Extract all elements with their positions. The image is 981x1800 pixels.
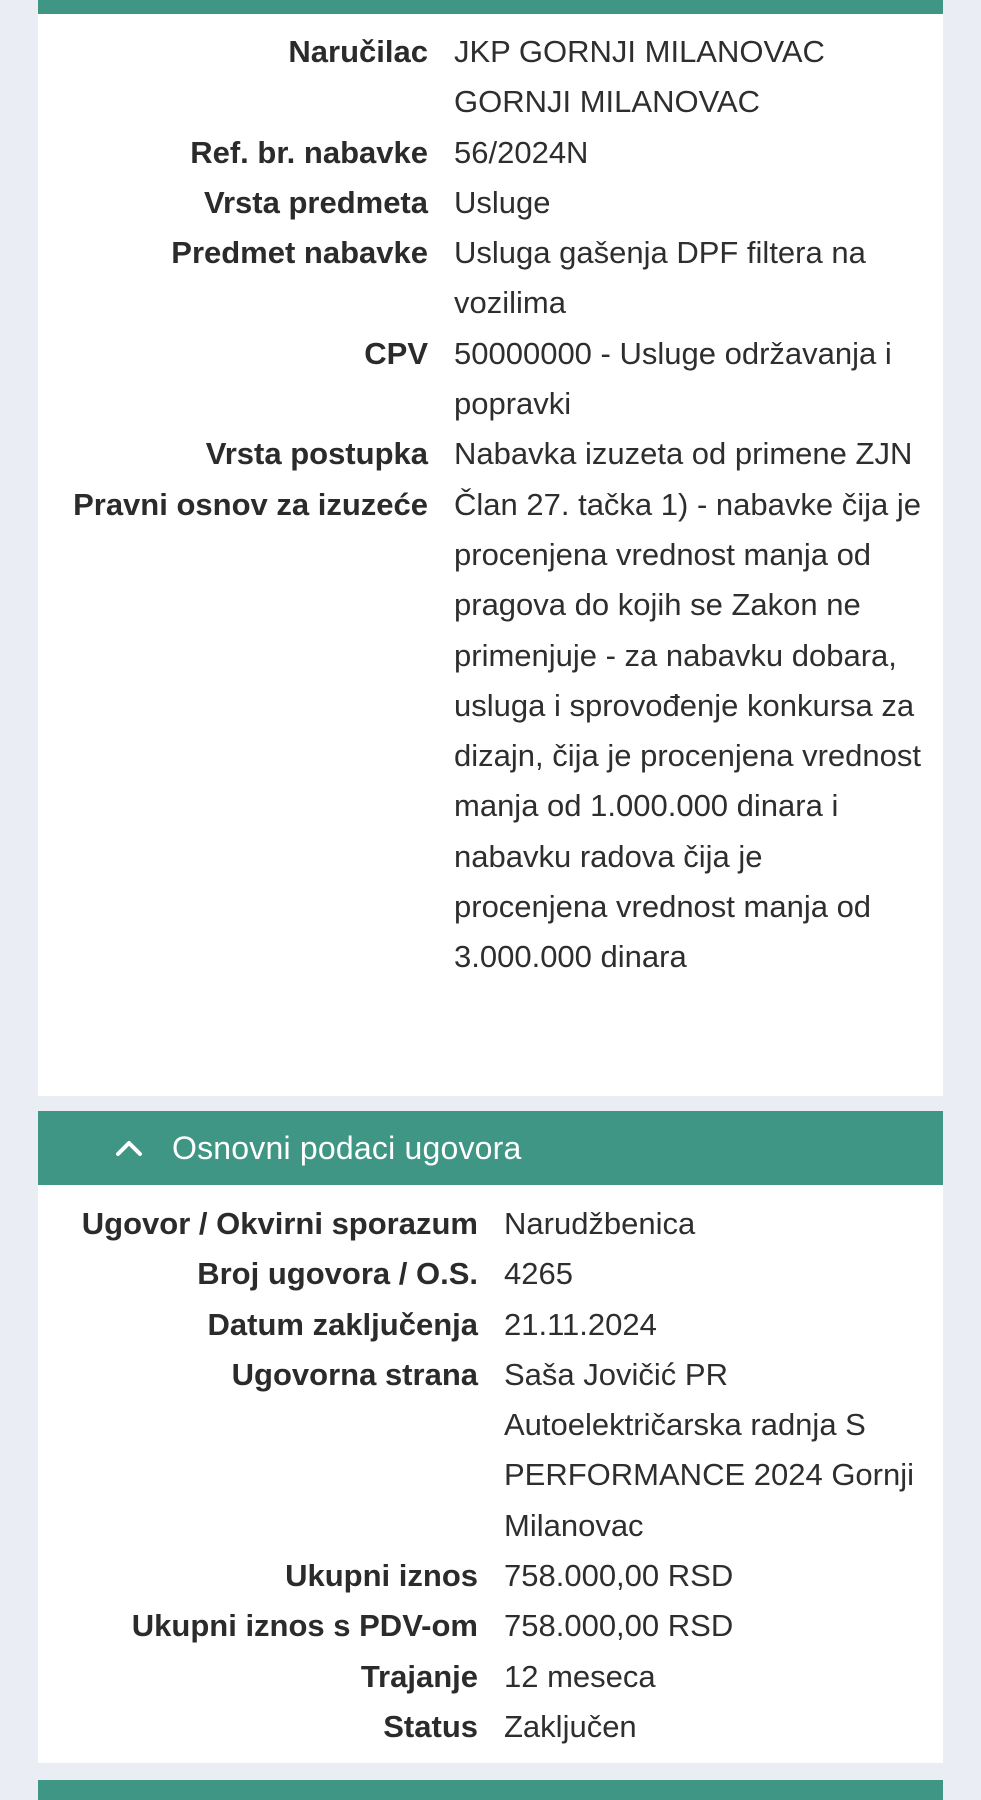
contract-row-date bbox=[62, 1300, 924, 1350]
detail-value: 50000000 - Usluge održavanja i popravki bbox=[454, 335, 892, 422]
detail-value: Usluga gašenja DPF filtera na vozilima bbox=[454, 235, 866, 321]
detail-value: JKP GORNJI MILANOVAC GORNJI MILANOVAC bbox=[454, 34, 825, 120]
contract-label: Broj ugovora / O.S. bbox=[197, 1256, 478, 1292]
detail-row-cpv bbox=[62, 329, 924, 430]
detail-row-legal-basis bbox=[62, 480, 924, 983]
detail-value: Nabavka izuzeta od primene ZJN bbox=[454, 436, 913, 472]
contract-details-table bbox=[62, 1199, 924, 1752]
contract-value: 21.11.2024 bbox=[504, 1306, 657, 1342]
detail-label: Pravni osnov za izuzeće bbox=[73, 486, 428, 522]
detail-value: 56/2024N bbox=[454, 134, 589, 170]
contract-row-total-vat bbox=[62, 1601, 924, 1651]
contract-row-duration bbox=[62, 1652, 924, 1702]
contract-section-header[interactable] bbox=[38, 1111, 943, 1185]
detail-row-ref-number bbox=[62, 128, 924, 178]
detail-row-procedure-type bbox=[62, 429, 924, 479]
contract-value: 4265 bbox=[504, 1256, 573, 1292]
contract-label: Ugovorna strana bbox=[231, 1356, 478, 1392]
contract-value: Narudžbenica bbox=[504, 1206, 696, 1241]
detail-label: Naručilac bbox=[288, 34, 428, 69]
previous-section-header[interactable] bbox=[38, 0, 943, 14]
contract-row-total bbox=[62, 1551, 924, 1601]
detail-label: CPV bbox=[364, 335, 428, 371]
contract-value: 758.000,00 RSD bbox=[504, 1608, 734, 1644]
detail-value: Član 27. tačka 1) - nabavke čija je procenjena vrednost manja od pragova do kojih se Zakon ne primenjuje - za nabavku dobara, usluga i sprovođenje konkursa za dizajn, čija je procenjena vrednost manja od 1.000.000 dinara i nabavku radova čija je procenjena vrednost manja od 3.000.000 dinara bbox=[454, 486, 921, 975]
contract-row-number bbox=[62, 1249, 924, 1299]
contract-value: 12 meseca bbox=[504, 1658, 656, 1694]
contract-row-status bbox=[62, 1702, 924, 1752]
contract-label: Ugovor / Okvirni sporazum bbox=[81, 1206, 478, 1241]
detail-label: Vrsta postupka bbox=[205, 436, 428, 472]
contract-label: Trajanje bbox=[360, 1658, 478, 1694]
detail-row-subject bbox=[62, 228, 924, 329]
contract-label: Ukupni iznos bbox=[285, 1558, 478, 1594]
contract-label: Status bbox=[383, 1708, 478, 1744]
chevron-up-icon[interactable] bbox=[114, 1138, 144, 1158]
contract-row-type bbox=[62, 1199, 924, 1249]
procurement-details-table bbox=[62, 27, 924, 983]
detail-value: Usluge bbox=[454, 184, 551, 220]
contract-label: Ukupni iznos s PDV-om bbox=[131, 1608, 478, 1644]
detail-label: Predmet nabavke bbox=[171, 235, 428, 271]
contract-value: Zaključen bbox=[504, 1708, 637, 1744]
detail-label: Vrsta predmeta bbox=[204, 184, 428, 220]
detail-label: Ref. br. nabavke bbox=[190, 134, 428, 170]
contract-value: 758.000,00 RSD bbox=[504, 1558, 734, 1594]
next-section-header[interactable] bbox=[38, 1780, 943, 1800]
contract-row-party bbox=[62, 1350, 924, 1551]
section-title: Osnovni podaci ugovora bbox=[172, 1129, 522, 1166]
detail-row-narucilac bbox=[62, 27, 924, 128]
detail-row-subject-type bbox=[62, 178, 924, 228]
contract-value: Saša Jovičić PR Autoelektričarska radnja S PERFORMANCE 2024 Gornji Milanovac bbox=[504, 1356, 915, 1543]
contract-label: Datum zaključenja bbox=[207, 1306, 478, 1342]
